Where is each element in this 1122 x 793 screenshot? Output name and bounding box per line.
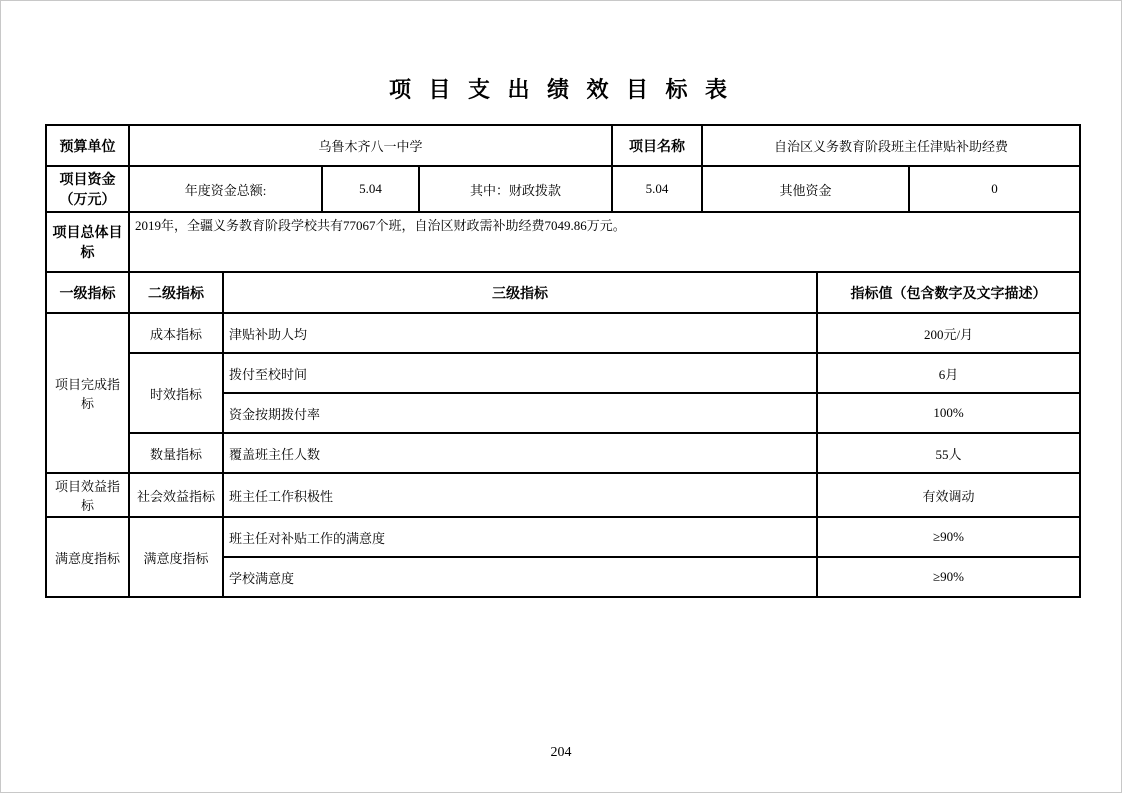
annual-total-label: 年度资金总额:	[129, 166, 322, 212]
indicator-value-cell: ≥90%	[817, 557, 1080, 597]
indicator-l3-cell: 资金按期拨付率	[223, 393, 817, 433]
project-name-label: 项目名称	[612, 125, 702, 166]
indicator-value-cell: 55人	[817, 433, 1080, 473]
indicator-l3-cell: 覆盖班主任人数	[223, 433, 817, 473]
budget-unit-row	[46, 125, 1080, 166]
budget-unit-value: 乌鲁木齐八一中学	[129, 125, 612, 166]
project-name-value: 自治区义务教育阶段班主任津贴补助经费	[702, 125, 1080, 166]
indicator-value-cell: ≥90%	[817, 517, 1080, 557]
indicator-row	[46, 313, 1080, 353]
indicator-l3-cell: 班主任对补贴工作的满意度	[223, 517, 817, 557]
header-level3: 三级指标	[223, 272, 817, 313]
tables-container	[45, 124, 1079, 598]
indicator-table	[45, 271, 1081, 598]
indicator-header-row	[46, 272, 1080, 313]
indicator-value-cell: 有效调动	[817, 473, 1080, 517]
overall-goal-row	[46, 212, 1080, 272]
project-funds-row	[46, 166, 1080, 212]
indicator-l2-cell: 满意度指标	[129, 517, 223, 597]
indicator-l1-cell: 满意度指标	[46, 517, 129, 597]
annual-total-value: 5.04	[322, 166, 419, 212]
indicator-l2-cell: 成本指标	[129, 313, 223, 353]
budget-unit-label: 预算单位	[46, 125, 129, 166]
fiscal-appropriation-value: 5.04	[612, 166, 702, 212]
indicator-l2-cell: 数量指标	[129, 433, 223, 473]
fiscal-appropriation-label: 其中：财政拨款	[419, 166, 612, 212]
project-info-table	[45, 124, 1081, 273]
indicator-value-cell: 6月	[817, 353, 1080, 393]
project-funds-label: 项目资金（万元）	[46, 166, 129, 212]
header-value: 指标值（包含数字及文字描述）	[817, 272, 1080, 313]
indicator-l3-cell: 拨付至校时间	[223, 353, 817, 393]
page-title: 项 目 支 出 绩 效 目 标 表	[388, 77, 733, 102]
indicator-row	[46, 517, 1080, 557]
indicator-row	[46, 433, 1080, 473]
overall-goal-label: 项目总体目标	[46, 212, 129, 272]
indicator-l1-cell: 项目完成指标	[46, 313, 129, 473]
indicator-row	[46, 473, 1080, 517]
header-level2: 二级指标	[129, 272, 223, 313]
overall-goal-text: 2019年，全疆义务教育阶段学校共有77067个班，自治区财政需补助经费7049.86万元。	[129, 212, 1080, 272]
indicator-l2-cell: 时效指标	[129, 353, 223, 433]
indicator-l3-cell: 津贴补助人均	[223, 313, 817, 353]
indicator-l1-cell: 项目效益指标	[46, 473, 129, 517]
indicator-row	[46, 353, 1080, 393]
indicator-l3-cell: 学校满意度	[223, 557, 817, 597]
indicator-value-cell: 100%	[817, 393, 1080, 433]
other-funds-value: 0	[909, 166, 1080, 212]
indicator-value-cell: 200元/月	[817, 313, 1080, 353]
header-level1: 一级指标	[46, 272, 129, 313]
indicator-l3-cell: 班主任工作积极性	[223, 473, 817, 517]
other-funds-label: 其他资金	[702, 166, 909, 212]
indicator-l2-cell: 社会效益指标	[129, 473, 223, 517]
page-number: 204	[550, 745, 572, 760]
